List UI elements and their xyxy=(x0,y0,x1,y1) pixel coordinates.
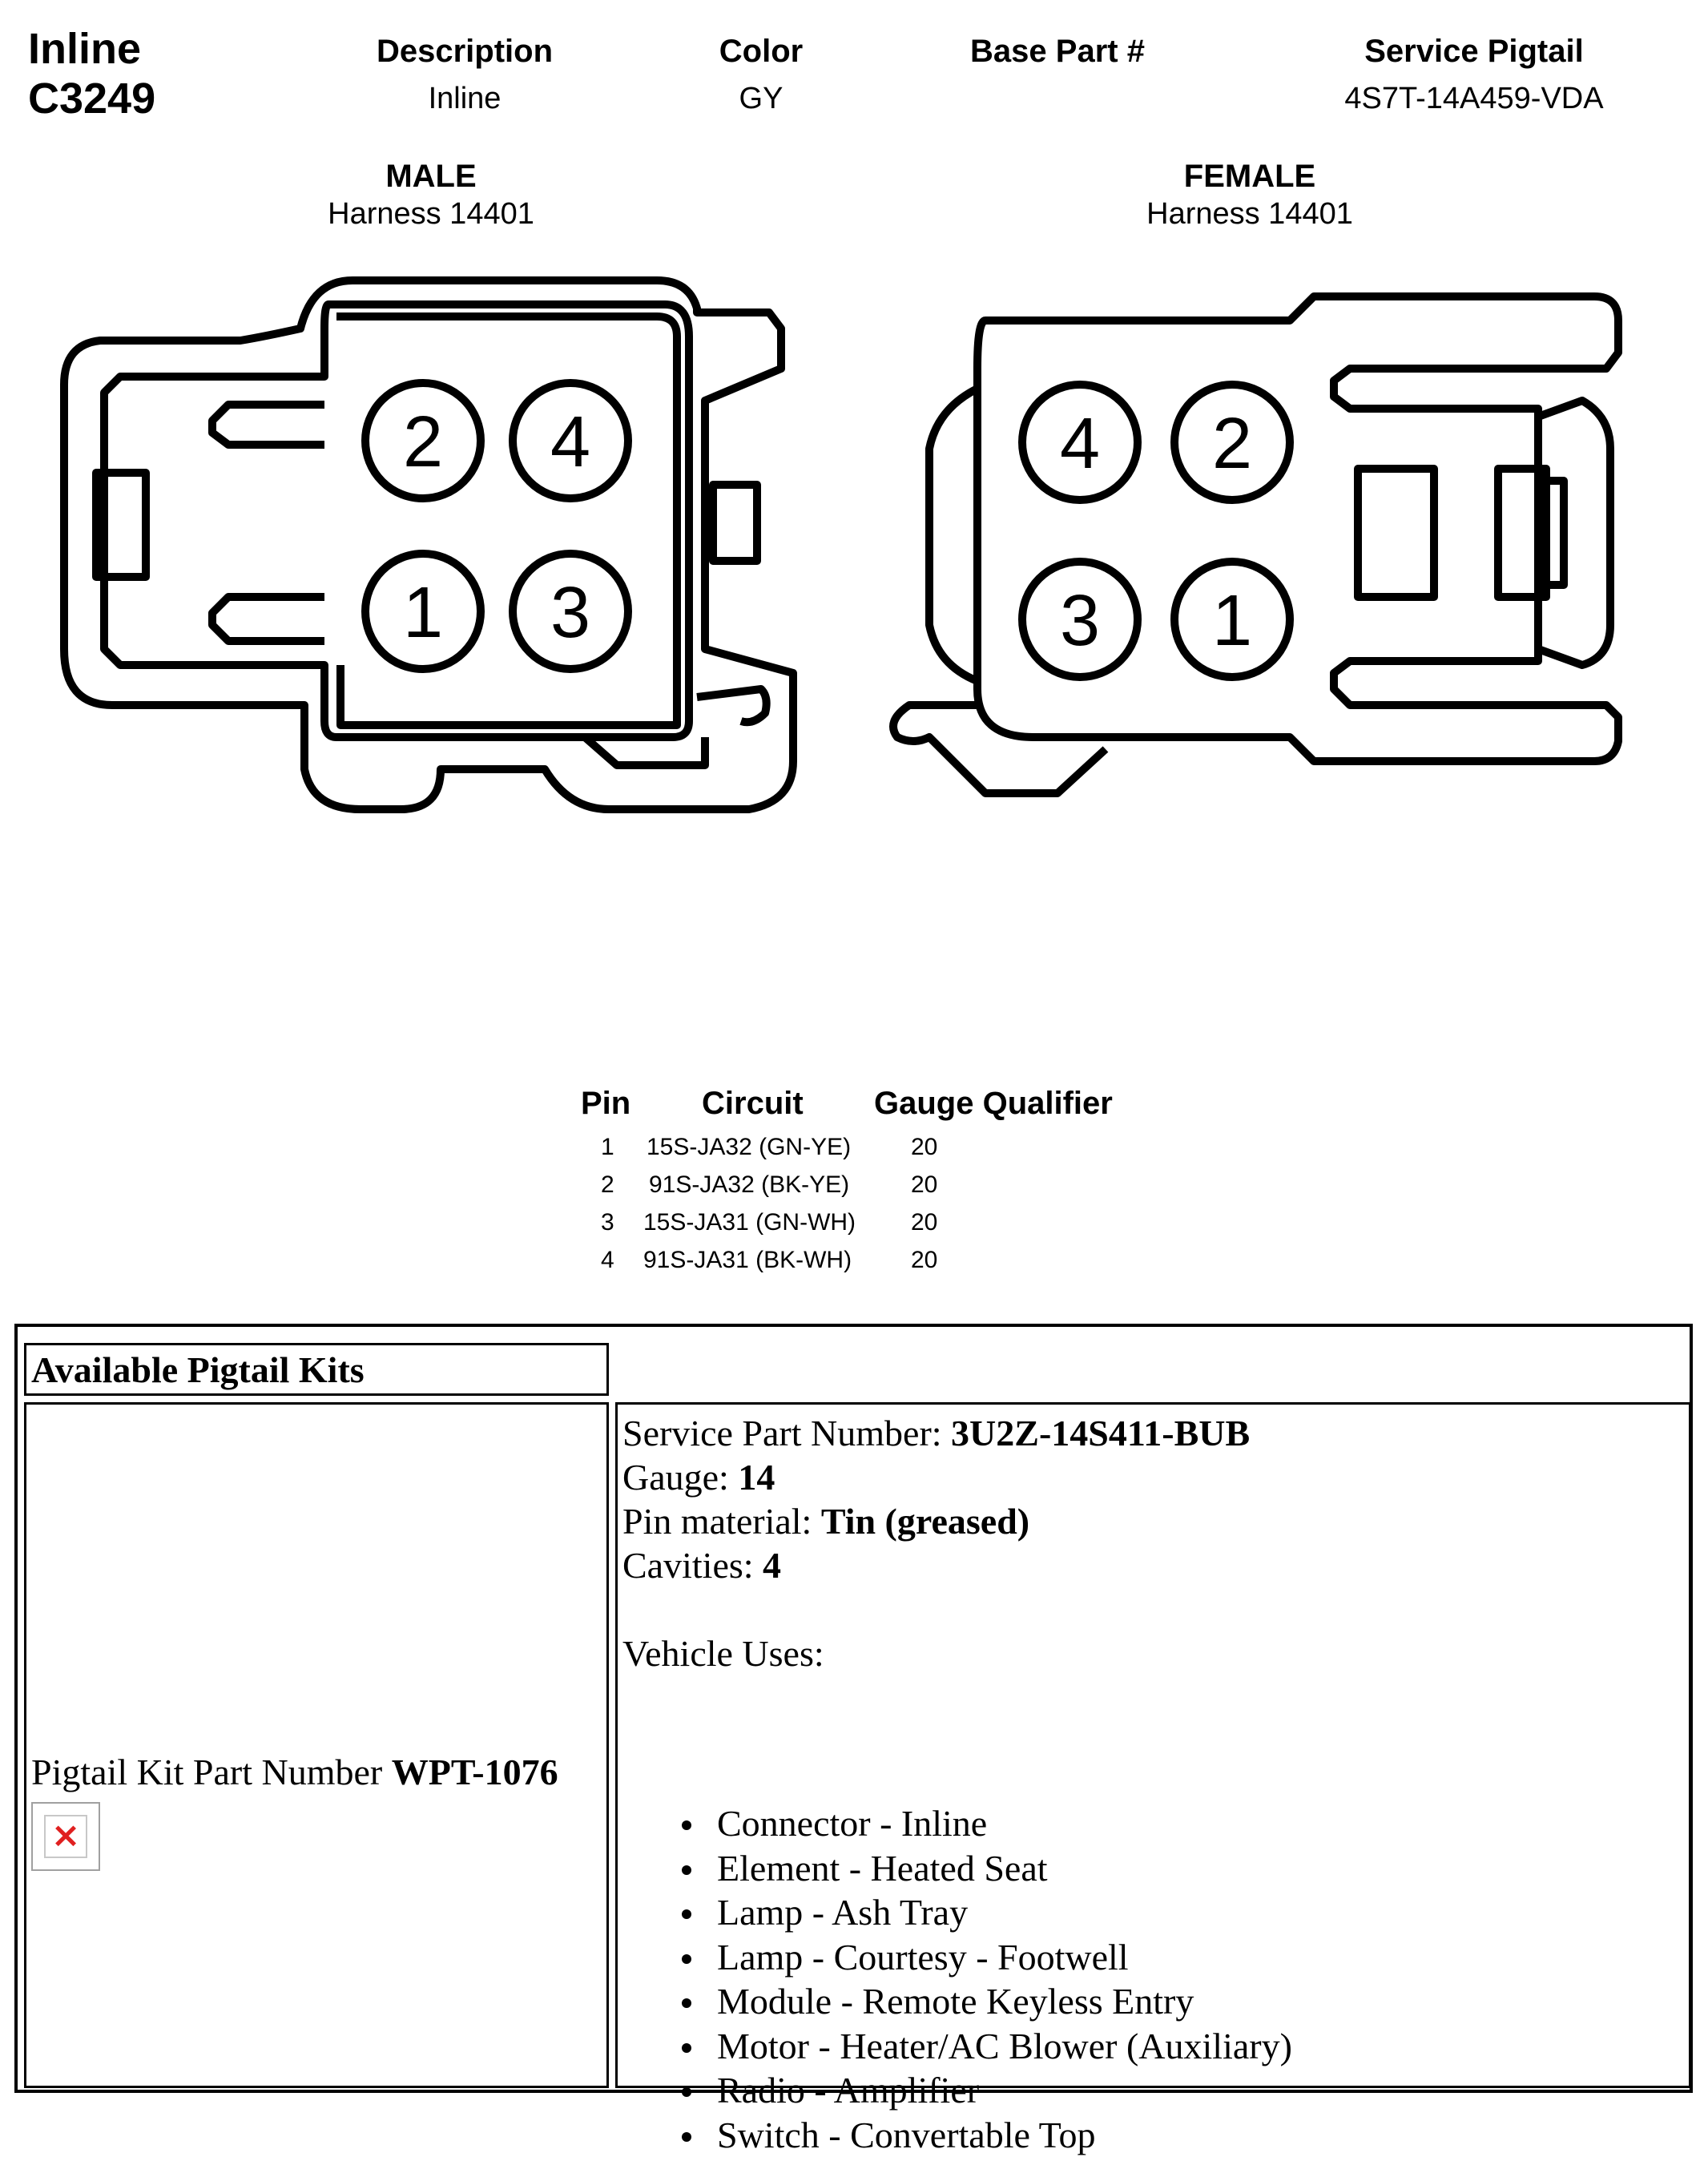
vehicle-use-item: Connector - Inline xyxy=(682,1801,1292,1846)
kit-details-cell xyxy=(615,1402,1691,2088)
female-title: FEMALE xyxy=(1049,159,1450,195)
vehicle-use-item: Switch - Convertable Top xyxy=(682,2113,1292,2157)
row-2-circuit: 91S-JA32 (BK-YE) xyxy=(649,1171,849,1199)
kit-part-cell xyxy=(24,1402,609,2088)
male-pin-4-label: 4 xyxy=(550,402,590,482)
vehicle-use-item: Lamp - Ash Tray xyxy=(682,1890,1292,1935)
pin-header: Pin xyxy=(581,1086,630,1122)
row-2-pin: 2 xyxy=(601,1171,614,1199)
row-4-circuit: 91S-JA31 (BK-WH) xyxy=(643,1247,852,1274)
female-left-bump xyxy=(929,389,977,681)
service-pigtail-value: 4S7T-14A459-VDA xyxy=(1282,82,1666,116)
female-bottom-hook xyxy=(893,705,1106,793)
vehicle-use-item: Radio - Amplifier xyxy=(682,2068,1292,2113)
connector-type: Inline xyxy=(28,24,155,74)
male-hook xyxy=(697,689,767,722)
female-pin-3-label: 3 xyxy=(1060,581,1100,661)
male-right-tab xyxy=(713,485,757,561)
description-label: Description xyxy=(344,34,585,70)
vehicle-uses-label: Vehicle Uses: xyxy=(622,1631,1684,1675)
female-pin-4-label: 4 xyxy=(1060,404,1100,484)
row-1-gauge: 20 xyxy=(911,1134,937,1161)
male-connector-diagram xyxy=(0,0,849,849)
detail-gauge: Gauge: 14 xyxy=(622,1455,1684,1499)
circuit-header: Circuit xyxy=(702,1086,804,1122)
color-label: Color xyxy=(681,34,841,70)
connector-number: C3249 xyxy=(28,74,155,123)
row-2-gauge: 20 xyxy=(911,1171,937,1199)
male-inner-lip xyxy=(336,316,677,725)
row-1-circuit: 15S-JA32 (GN-YE) xyxy=(647,1134,851,1161)
female-subtitle: Harness 14401 xyxy=(1049,197,1450,232)
male-latch-lower xyxy=(212,597,324,641)
vehicle-use-item: Lamp - Courtesy - Footwell xyxy=(682,1935,1292,1980)
male-pin-3-label: 3 xyxy=(550,573,590,653)
detail-service-part: Service Part Number: 3U2Z-14S411-BUB xyxy=(622,1411,1684,1455)
kit-part-label: Pigtail Kit Part Number xyxy=(31,1752,382,1792)
vehicle-use-item: Motor - Heater/AC Blower (Auxiliary) xyxy=(682,2024,1292,2069)
vehicle-use-item: Element - Heated Seat xyxy=(682,1846,1292,1891)
vehicle-uses-list xyxy=(682,1801,1292,2157)
female-right-window xyxy=(1358,469,1434,597)
female-main-body xyxy=(977,296,1618,761)
color-value: GY xyxy=(681,82,841,116)
male-bottom-step xyxy=(585,737,705,765)
detail-cavities: Cavities: 4 xyxy=(622,1543,1684,1587)
broken-image-icon: × xyxy=(31,1802,100,1871)
male-subtitle: Harness 14401 xyxy=(231,197,631,232)
male-pin-2-label: 2 xyxy=(403,402,443,482)
kits-title: Available Pigtail Kits xyxy=(24,1343,609,1396)
description-value: Inline xyxy=(344,82,585,116)
pigtail-kits-table xyxy=(14,1324,1693,2093)
female-pin-2-label: 2 xyxy=(1212,404,1252,484)
kit-part-number xyxy=(31,1751,558,1793)
row-3-circuit: 15S-JA31 (GN-WH) xyxy=(643,1209,856,1236)
service-pigtail-label: Service Pigtail xyxy=(1282,34,1666,70)
row-4-pin: 4 xyxy=(601,1247,614,1274)
base-part-label: Base Part # xyxy=(929,34,1186,70)
gauge-header: Gauge Qualifier xyxy=(874,1086,1113,1122)
row-3-gauge: 20 xyxy=(911,1209,937,1236)
male-pin-1-label: 1 xyxy=(403,573,443,653)
row-4-gauge: 20 xyxy=(911,1247,937,1274)
male-title: MALE xyxy=(231,159,631,195)
female-pin-1-label: 1 xyxy=(1212,581,1252,661)
row-3-pin: 3 xyxy=(601,1209,614,1236)
row-1-pin: 1 xyxy=(601,1134,614,1161)
female-right-key xyxy=(1546,481,1564,585)
kit-part-value: WPT-1076 xyxy=(392,1752,558,1792)
male-latch-upper xyxy=(212,405,324,445)
female-connector-diagram xyxy=(849,0,1708,849)
vehicle-use-item: Module - Remote Keyless Entry xyxy=(682,1979,1292,2024)
detail-pin-material: Pin material: Tin (greased) xyxy=(622,1499,1684,1543)
male-inner-shell xyxy=(104,304,689,737)
